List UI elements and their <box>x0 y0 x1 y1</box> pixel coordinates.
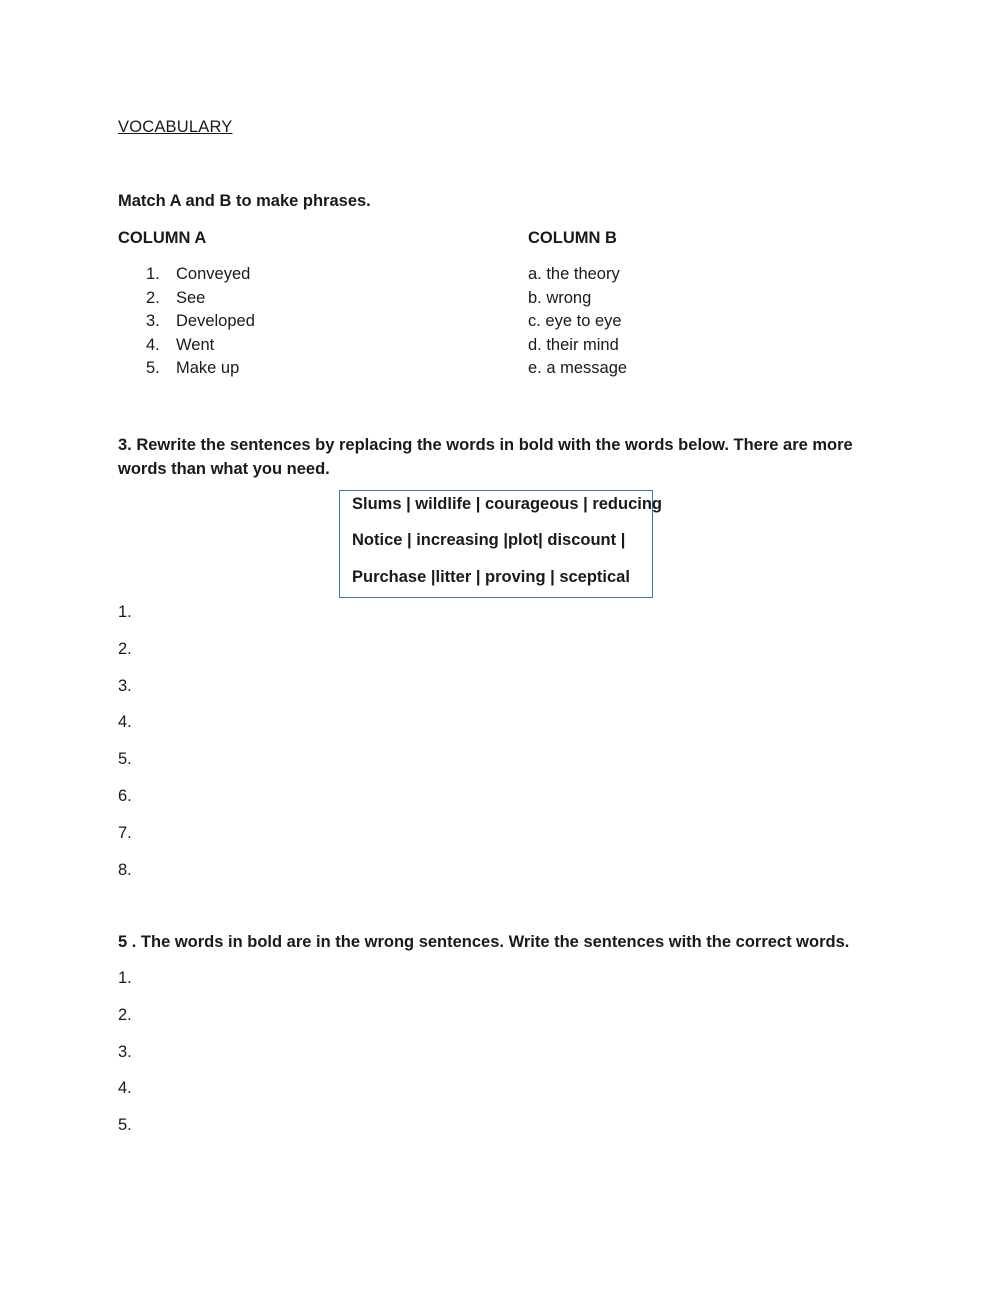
page-title: VOCABULARY <box>118 118 233 136</box>
answer-line: 3. <box>118 676 132 695</box>
list-item <box>146 336 255 360</box>
answer-line: 6. <box>118 786 132 805</box>
wrong-words-instruction: 5 . The words in bold are in the wrong sentences. Write the sentences with the correct words. <box>118 933 850 951</box>
list-item: e. a message <box>528 359 628 378</box>
column-a-list <box>146 265 255 383</box>
list-item <box>146 265 255 289</box>
list-item <box>146 312 255 336</box>
column-b-list <box>528 265 627 383</box>
correct-words-answer-list <box>118 969 132 1153</box>
answer-line: 1. <box>118 969 132 987</box>
answer-line: 1. <box>118 603 132 621</box>
list-item: d. their mind <box>528 335 619 354</box>
list-item-text: Developed <box>176 312 255 331</box>
list-item: c. eye to eye <box>528 312 622 331</box>
list-item-text: Make up <box>176 359 240 378</box>
answer-line: 5. <box>118 1116 132 1135</box>
list-item-text: Went <box>176 335 215 354</box>
list-item: b. wrong <box>528 288 592 307</box>
answer-line: 2. <box>118 1005 132 1024</box>
word-bank-line: Purchase |litter | proving | sceptical <box>352 568 630 586</box>
answer-line: 7. <box>118 823 132 842</box>
match-instruction: Match A and B to make phrases. <box>118 192 371 210</box>
list-item-text: See <box>176 288 206 307</box>
list-item-number: 3. <box>146 312 160 331</box>
list-item-number: 1. <box>146 265 160 283</box>
list-item-number: 5. <box>146 359 160 378</box>
list-item-text: Conveyed <box>176 265 251 283</box>
rewrite-instruction: 3. Rewrite the sentences by replacing the words in bold with the words below. There are more words than what you need. <box>118 436 853 478</box>
rewrite-answer-list <box>118 603 132 897</box>
list-item-number: 4. <box>146 335 160 354</box>
answer-line: 2. <box>118 639 132 658</box>
list-item: a. the theory <box>528 265 620 283</box>
answer-line: 4. <box>118 1079 132 1098</box>
column-b-header: COLUMN B <box>528 229 617 247</box>
column-a-header: COLUMN A <box>118 229 207 247</box>
answer-line: 4. <box>118 713 132 732</box>
answer-line: 3. <box>118 1042 132 1061</box>
list-item <box>146 289 255 313</box>
answer-line: 5. <box>118 750 132 769</box>
list-item-number: 2. <box>146 288 160 307</box>
word-bank-line: Slums | wildlife | courageous | reducing <box>352 495 662 513</box>
answer-line: 8. <box>118 860 132 879</box>
list-item <box>146 359 255 383</box>
word-bank-line: Notice | increasing |plot| discount | <box>352 531 626 549</box>
word-bank-box <box>339 490 662 598</box>
